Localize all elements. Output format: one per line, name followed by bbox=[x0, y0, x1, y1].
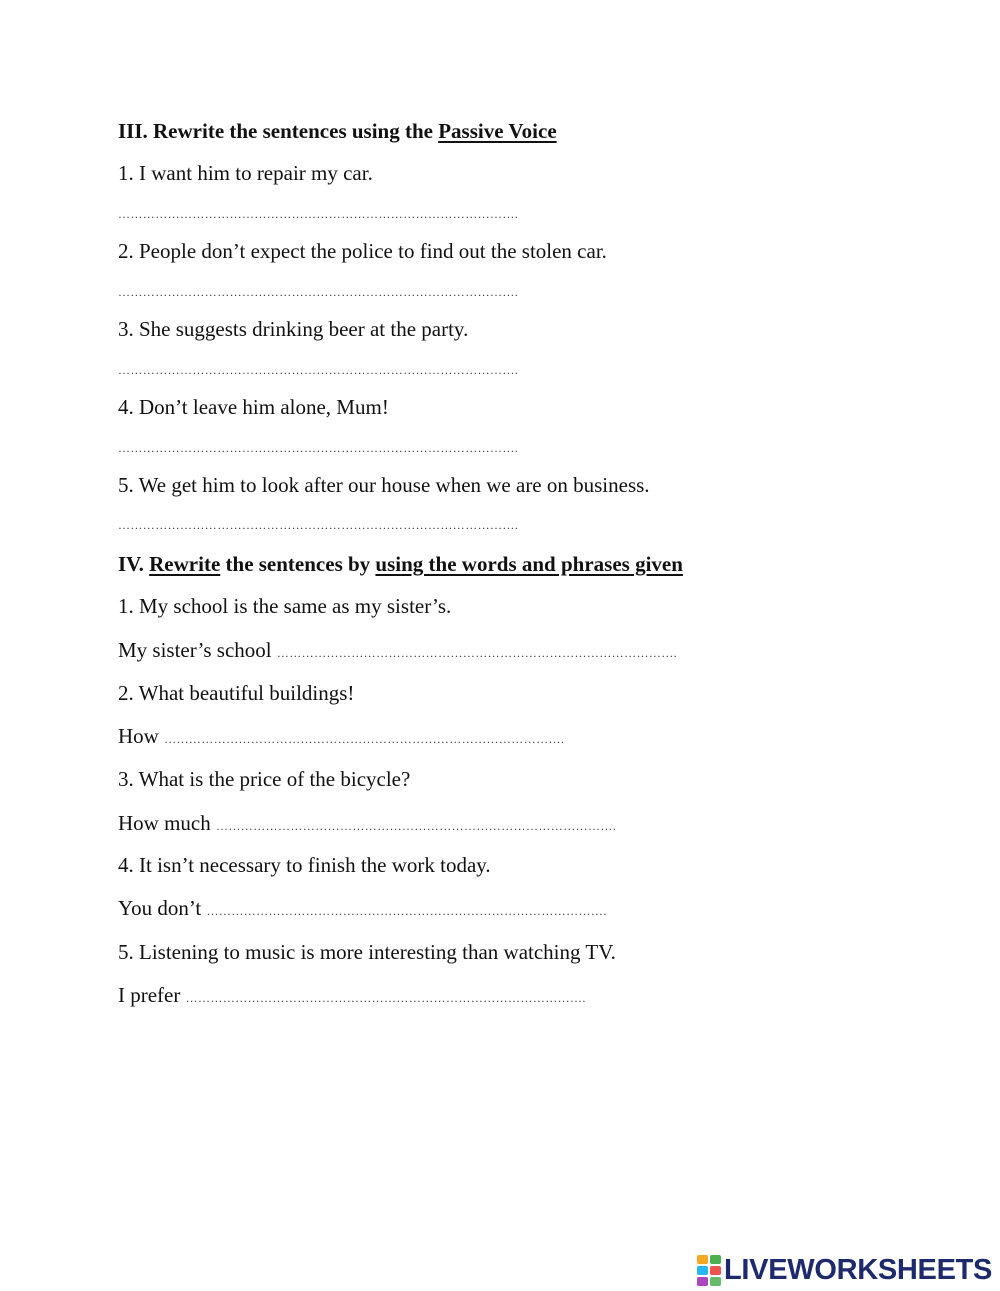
section-4-heading-mid: the sentences by bbox=[220, 552, 376, 576]
section-4-answer-row-4 bbox=[118, 896, 607, 923]
logo-block bbox=[710, 1255, 721, 1264]
section-3-question-3: 3. She suggests drinking beer at the party. bbox=[118, 317, 469, 341]
section-4-answer-row-5 bbox=[118, 983, 586, 1010]
logo-block bbox=[710, 1277, 721, 1286]
section-3-answer-line-5[interactable]: ……………………………………………………………………………………. bbox=[118, 518, 519, 532]
section-4-answer-row-1 bbox=[118, 638, 677, 665]
section-4-answer-line-2[interactable]: ……………………………………………………………………………………. bbox=[164, 732, 565, 746]
section-4-number: IV. bbox=[118, 552, 150, 576]
passive-voice-label: Passive Voice bbox=[438, 119, 557, 143]
section-4-prompt-5: I prefer bbox=[118, 983, 181, 1007]
section-4-answer-row-3 bbox=[118, 811, 616, 838]
logo-block bbox=[697, 1266, 708, 1275]
section-4-prompt-1: My sister’s school bbox=[118, 638, 272, 662]
logo-block bbox=[697, 1255, 708, 1264]
section-3-question-5: 5. We get him to look after our house when we are on business. bbox=[118, 473, 650, 497]
section-4-question-5: 5. Listening to music is more interesting than watching TV. bbox=[118, 940, 616, 964]
section-4-answer-line-1[interactable]: ……………………………………………………………………………………. bbox=[276, 646, 678, 660]
logo-block bbox=[697, 1277, 708, 1286]
section-4-answer-line-5[interactable]: ……………………………………………………………………………………. bbox=[185, 991, 586, 1005]
section-4-question-4: 4. It isn’t necessary to finish the work today. bbox=[118, 853, 491, 877]
brand-name: LIVEWORKSHEETS bbox=[724, 1253, 993, 1286]
section-3-question-4: 4. Don’t leave him alone, Mum! bbox=[118, 395, 389, 419]
section-4-answer-row-2 bbox=[118, 724, 564, 751]
section-3-heading-text: III. Rewrite the sentences using the bbox=[118, 119, 439, 143]
logo-blocks-icon bbox=[697, 1255, 721, 1285]
section-4-answer-line-4[interactable]: ……………………………………………………………………………………. bbox=[206, 904, 607, 918]
section-4-answer-line-3[interactable]: ……………………………………………………………………………………. bbox=[216, 819, 617, 833]
section-4-heading bbox=[118, 552, 683, 576]
section-4-prompt-3: How much bbox=[118, 811, 211, 835]
section-3-question-1: 1. I want him to repair my car. bbox=[118, 161, 373, 185]
section-4-question-1: 1. My school is the same as my sister’s. bbox=[118, 594, 452, 618]
section-3-question-2: 2. People don’t expect the police to find out the stolen car. bbox=[118, 239, 607, 263]
section-3-answer-line-3[interactable]: ……………………………………………………………………………………. bbox=[118, 363, 519, 377]
section-3-answer-line-1[interactable]: ……………………………………………………………………………………. bbox=[118, 207, 519, 221]
logo-block bbox=[710, 1266, 721, 1275]
section-4-prompt-4: You don’t bbox=[118, 896, 202, 920]
liveworksheets-logo bbox=[697, 1253, 992, 1287]
rewrite-label: Rewrite bbox=[149, 552, 221, 576]
section-3-answer-line-4[interactable]: ……………………………………………………………………………………. bbox=[118, 441, 519, 455]
section-4-prompt-2: How bbox=[118, 724, 159, 748]
section-3-heading bbox=[118, 119, 557, 143]
section-4-question-3: 3. What is the price of the bicycle? bbox=[118, 767, 411, 791]
words-phrases-label: using the words and phrases given bbox=[375, 552, 683, 576]
section-4-question-2: 2. What beautiful buildings! bbox=[118, 681, 355, 705]
section-3-answer-line-2[interactable]: ……………………………………………………………………………………. bbox=[118, 285, 519, 299]
